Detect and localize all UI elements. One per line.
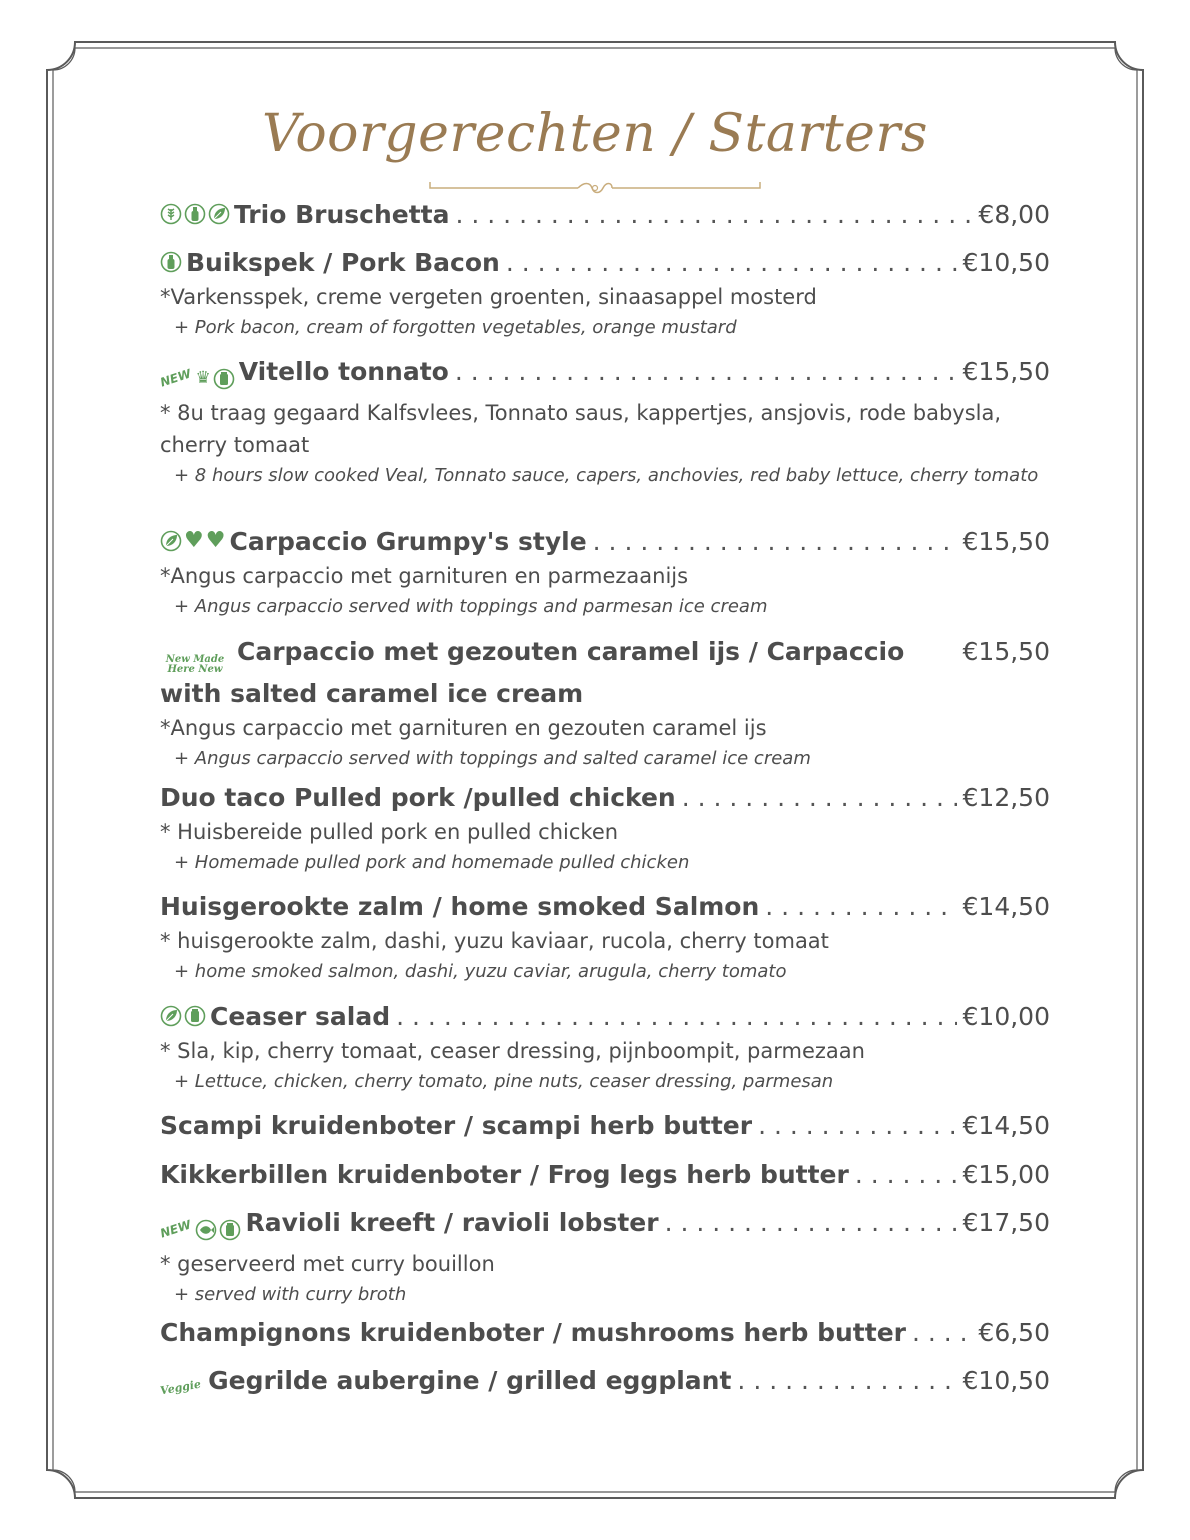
menu-item-title: Ceaser salad: [210, 1002, 391, 1031]
menu-item-translation: + Homemade pulled pork and homemade pulled chicken: [174, 852, 690, 873]
menu-item-title: Champignons kruidenboter / mushrooms herb butter: [160, 1318, 906, 1347]
bottle-icon: [184, 203, 206, 225]
menu-item-name: [160, 1107, 752, 1144]
menu-item-price: €15,50: [962, 357, 1050, 386]
menu-item: [160, 523, 1050, 621]
menu-item-name: [160, 1314, 906, 1351]
menu-item: [160, 1362, 1050, 1406]
menu-item-description: *Angus carpaccio met garnituren en parmezaanijs: [160, 564, 689, 588]
menu-item-name: [160, 523, 587, 560]
menu-item-header: [160, 1314, 1050, 1351]
menu-item: [160, 196, 1050, 233]
menu-item: [160, 244, 1050, 342]
menu-item: [160, 1204, 1050, 1309]
dot-leader: [665, 1204, 957, 1241]
menu-item-header: [160, 196, 1050, 233]
menu-item-header: [160, 1204, 1050, 1248]
bottle-icon: [160, 251, 182, 273]
menu-item-translation: + Angus carpaccio served with toppings and salted caramel ice cream: [174, 748, 811, 769]
menu-item-translation: + served with curry broth: [174, 1284, 407, 1305]
menu-item: [160, 353, 1050, 490]
menu-item-header: [160, 1107, 1050, 1144]
leaf-icon: [208, 203, 230, 225]
menu-item-title: Vitello tonnato: [238, 357, 449, 386]
menu-item-name: [160, 633, 933, 712]
menu-item-description: * 8u traag gegaard Kalfsvlees, Tonnato saus, kappertjes, ansjovis, rode babysla, cherry tomaat: [160, 401, 1002, 457]
menu-item-title: Duo taco Pulled pork /pulled chicken: [160, 783, 676, 812]
menu-item-header: [160, 353, 1050, 397]
menu-item-name: [160, 353, 449, 397]
menu-item-name: [160, 888, 759, 925]
menu-item-header: [160, 888, 1050, 925]
title-ornament: [428, 180, 762, 196]
menu-item-title: Ravioli kreeft / ravioli lobster: [245, 1208, 659, 1237]
menu-item-description: * Huisbereide pulled pork en pulled chicken: [160, 820, 619, 844]
menu-item-translation: + Angus carpaccio served with toppings and parmesan ice cream: [174, 596, 768, 617]
menu-item-title: Carpaccio Grumpy's style: [229, 527, 587, 556]
menu-item-description: *Angus carpaccio met garnituren en gezouten caramel ijs: [160, 716, 767, 740]
menu-item-price: €10,50: [962, 248, 1050, 277]
new-made-here-badge-icon: New Made Here New: [165, 654, 225, 675]
menu-item-header: [160, 998, 1050, 1035]
menu-item-price: €17,50: [962, 1208, 1050, 1237]
heart-icon: ♥: [184, 528, 204, 553]
dietary-icons: [160, 1005, 206, 1027]
menu-item-translation: + Pork bacon, cream of forgotten vegetables, orange mustard: [174, 317, 737, 338]
menu-item-translation: + 8 hours slow cooked Veal, Tonnato sauce, capers, anchovies, red baby lettuce, cherry tomato: [174, 465, 1039, 486]
dot-leader: [396, 998, 956, 1035]
menu-item: [160, 1314, 1050, 1351]
dot-leader: [593, 523, 957, 560]
heart-icon: ♥: [205, 528, 226, 553]
menu-item-title: Carpaccio met gezouten caramel ijs / Carpaccio with salted caramel ice cream: [160, 637, 905, 708]
menu-item-price: €15,00: [962, 1160, 1050, 1189]
menu-item-price: €10,00: [962, 1002, 1050, 1031]
dietary-icons: [160, 251, 182, 273]
dietary-icons: [160, 203, 230, 225]
dot-leader: [455, 353, 957, 390]
menu-item-name: [160, 779, 676, 816]
menu-item-description: * geserveerd met curry bouillon: [160, 1252, 495, 1276]
crown-icon: ♛: [195, 368, 211, 388]
menu-item-description: *Varkensspek, creme vergeten groenten, sinaasappel mosterd: [160, 285, 817, 309]
menu-item-title: Buikspek / Pork Bacon: [186, 248, 500, 277]
menu-item-header: [160, 1362, 1050, 1406]
new-badge-icon: NEW: [158, 366, 193, 390]
new-badge-icon: NEW: [158, 1217, 193, 1241]
menu-item-price: €14,50: [962, 892, 1050, 921]
menu-item-header: [160, 244, 1050, 281]
menu-item-description: * huisgerookte zalm, dashi, yuzu kaviaar, rucola, cherry tomaat: [160, 929, 829, 953]
dietary-icons: [160, 530, 225, 552]
menu-item-price: €8,00: [978, 200, 1050, 229]
menu-item-name: [160, 196, 450, 233]
menu-item-price: €14,50: [962, 1111, 1050, 1140]
menu-item: [160, 888, 1050, 986]
dot-leader: [912, 1314, 972, 1351]
menu-item-header: [160, 633, 1050, 712]
dot-leader: [682, 779, 957, 816]
wheat-icon: [160, 203, 182, 225]
menu-item-name: [160, 244, 500, 281]
page-title: Voorgerechten / Starters: [262, 104, 928, 164]
menu-item: [160, 1107, 1050, 1144]
menu-item: [160, 1156, 1050, 1193]
menu-item-title: Kikkerbillen kruidenboter / Frog legs herb butter: [160, 1160, 849, 1189]
dietary-icons: [160, 360, 235, 397]
menu-item-price: €15,50: [962, 637, 1050, 666]
dot-leader: [456, 196, 973, 233]
fish-icon: [195, 1219, 217, 1241]
menu-item-header: [160, 523, 1050, 560]
menu-item-price: €12,50: [962, 783, 1050, 812]
menu-item: [160, 779, 1050, 877]
menu-item-title: Scampi kruidenboter / scampi herb butter: [160, 1111, 753, 1140]
veggie-badge-icon: Veggie: [159, 1377, 202, 1398]
dot-leader: [506, 244, 957, 281]
leaf-icon: [160, 530, 182, 552]
menu-item-description: * Sla, kip, cherry tomaat, ceaser dressing, pijnboompit, parmezaan: [160, 1039, 865, 1063]
menu-item-name: [160, 1204, 659, 1248]
menu-item: [160, 633, 1050, 773]
dietary-icons: [160, 1211, 241, 1248]
dietary-icons: [160, 1369, 204, 1406]
menu-item-header: [160, 779, 1050, 816]
dietary-icons: [160, 655, 233, 675]
menu-item-price: €10,50: [962, 1366, 1050, 1395]
leaf-icon: [160, 1005, 182, 1027]
menu-item-name: [160, 998, 390, 1035]
dot-leader: [855, 1156, 957, 1193]
menu-item-price: €6,50: [978, 1318, 1050, 1347]
menu-item-title: Gegrilde aubergine / grilled eggplant: [208, 1366, 732, 1395]
menu-item-translation: + home smoked salmon, dashi, yuzu caviar, arugula, cherry tomato: [174, 961, 787, 982]
menu-item-header: [160, 1156, 1050, 1193]
jar-icon: [213, 368, 235, 390]
jar-icon: [184, 1005, 206, 1027]
menu-item-name: [160, 1362, 731, 1406]
dot-leader: [765, 888, 956, 925]
menu-item-translation: + Lettuce, chicken, cherry tomato, pine nuts, ceaser dressing, parmesan: [174, 1071, 834, 1092]
menu-item: [160, 998, 1050, 1096]
dot-leader: [737, 1362, 956, 1399]
jar-icon: [219, 1219, 241, 1241]
menu-item-title: Huisgerookte zalm / home smoked Salmon: [160, 892, 760, 921]
dot-leader: [758, 1107, 956, 1144]
menu-item-title: Trio Bruschetta: [234, 200, 450, 229]
menu-item-price: €15,50: [962, 527, 1050, 556]
menu-item-name: [160, 1156, 849, 1193]
